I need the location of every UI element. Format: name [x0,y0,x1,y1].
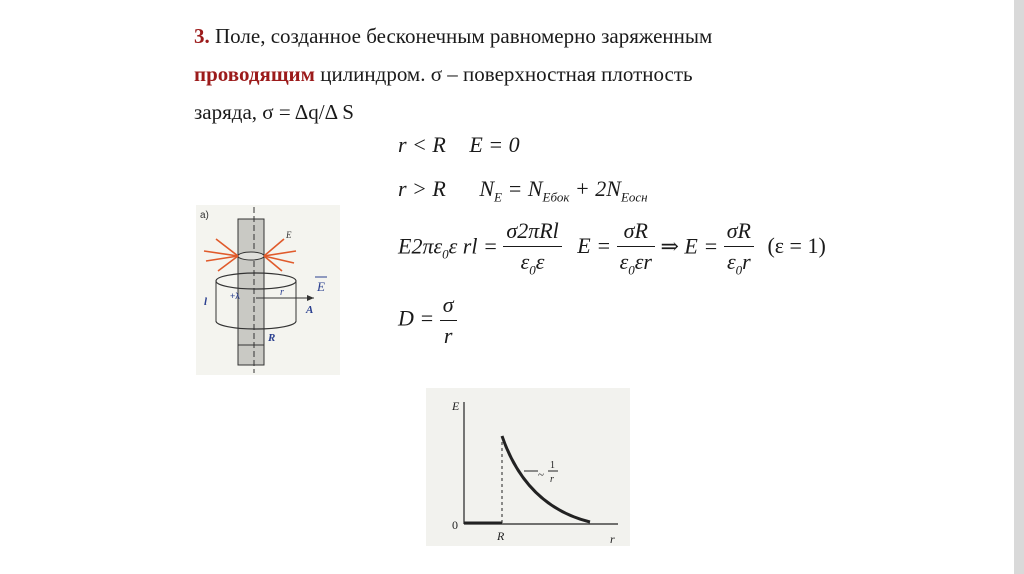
fraction-1-den-b: ε [535,249,545,274]
formula-e-equals: E = [577,233,612,259]
fraction-1-den-sub: 0 [529,262,536,278]
fraction-2-denominator [617,247,655,278]
field-graph [426,388,630,546]
graph-r-tick-label: R [497,529,505,543]
radius-label: r [280,287,284,298]
formula-gauss [398,218,826,278]
cylinder-radius-label: R [268,332,276,344]
charge-density-label: +λ [230,291,240,301]
fraction-1-den-a: ε [520,249,530,274]
formula-flux-plus: + 2N [574,176,621,201]
heading-line-2 [194,55,894,93]
formula-flux-n1: N [479,176,495,201]
formula-gauss-lhs-sub: 0 [442,246,449,262]
formula-inside-condition: r < R [398,132,446,157]
formula-flux-n2-sub: Eбок [542,189,570,205]
fraction-2-numerator: σR [617,218,655,247]
formula-implies: ⇒ E = [660,233,719,259]
graph-x-label: r [610,532,615,546]
graph-curve-den: r [550,474,554,485]
fraction-2-den-a: ε [619,249,629,274]
fraction-3-den-b: r [742,249,751,274]
fraction-3-numerator: σR [724,218,754,247]
graph-y-label: E [452,399,460,413]
slide-heading [194,17,894,131]
formula-epsilon-note: (ε = 1) [767,233,826,259]
cylinder-diagram [196,205,340,375]
heading-keyword: проводящим [194,62,315,86]
fraction-1 [503,218,561,278]
conductor-cylinder [238,219,264,365]
slide-edge [1014,0,1024,574]
cylinder-cross-section [238,252,264,260]
field-vector-label: E [317,279,325,294]
fraction-4-denominator: r [443,323,453,348]
graph-curve-tilde: ~ [538,469,544,481]
fraction-1-numerator: σ2πRl [503,218,561,247]
graph-curve-num: 1 [550,460,555,471]
formula-flux-condition: r > R [398,176,446,201]
fraction-3 [724,218,754,278]
formula-inside [398,132,520,158]
fraction-4-numerator: σ [440,292,457,321]
heading-line-1 [194,17,894,55]
heading-text-3: заряда, σ = Δq/Δ S [194,100,354,124]
figure-panel-label: а) [200,210,209,221]
field-vector-label-small: E [286,230,292,240]
fraction-3-denominator [724,247,754,278]
fraction-1-denominator [503,247,561,278]
length-label: l [204,296,208,308]
formula-d-lhs: D = [398,305,435,331]
formula-flux-n3-sub: Eосн [620,189,648,205]
fraction-2 [617,218,655,278]
heading-line-3 [194,93,894,131]
fraction-3-den-sub: 0 [735,262,743,278]
fraction-2-den-b: εr [634,249,652,274]
point-a-label: A [306,304,314,316]
section-number: 3. [194,24,210,48]
formula-inside-result: E = 0 [469,132,520,157]
formula-gauss-lhs-rest: ε rl = [448,233,498,259]
formula-flux-eq: = N [507,176,543,201]
heading-text-2: цилиндром. σ – поверхностная плотность [320,62,693,86]
formula-flux [398,176,648,205]
heading-text-1: Поле, созданное бесконечным равномерно заряженным [215,24,713,48]
graph-origin-label: 0 [452,518,458,532]
fraction-4 [440,292,457,349]
formula-flux-n1-sub: E [494,189,502,205]
formula-gauss-lhs: E2πε [398,233,443,259]
formula-displacement [398,292,457,349]
fraction-3-den-a: ε [726,249,736,274]
fraction-2-den-sub: 0 [628,262,635,278]
